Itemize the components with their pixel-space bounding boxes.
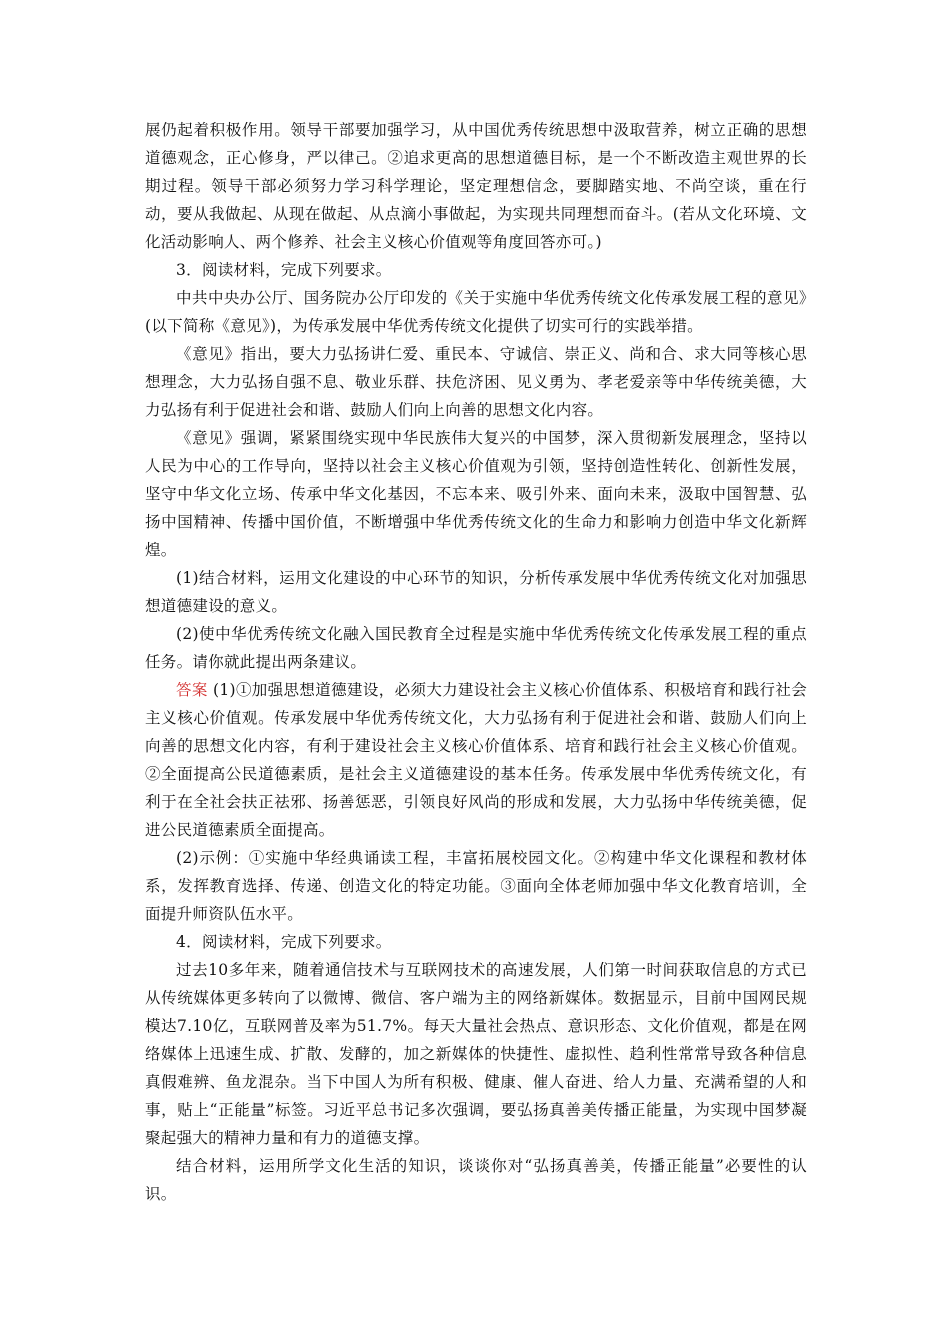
answer-paragraph-2: (2)示例：①实施中华经典诵读工程，丰富拓展校园文化。②构建中华文化课程和教材体系，发挥教育选择、传递、创造文化的特定功能。③面向全体老师加强中华文化教育培训，全面提升师资队伍水平。 [145,849,807,923]
sub-question-1: (1)结合材料，运用文化建设的中心环节的知识，分析传承发展中华优秀传统文化对加强思想道德建设的意义。 [145,569,807,615]
material-paragraph: 《意见》指出，要大力弘扬讲仁爱、重民本、守诚信、崇正义、尚和合、求大同等核心思想理念，大力弘扬自强不息、敬业乐群、扶危济困、见义勇为、孝老爱亲等中华传统美德，大力弘扬有利于促进社会和谐、鼓励人们向上向善的思想文化内容。 [145,345,807,419]
material-paragraph: 过去10多年来，随着通信技术与互联网技术的高速发展，人们第一时间获取信息的方式已从传统媒体更多转向了以微博、微信、客户端为主的网络新媒体。数据显示，目前中国网民规模达7.10亿，互联网普及率为51.7%。每天大量社会热点、意识形态、文化价值观，都是在网络媒体上迅速生成、扩散、发酵的，加之新媒体的快捷性、虚拟性、趋利性常常导致各种信息真假难辨、鱼龙混杂。当下中国人为所有积极、健康、催人奋进、给人力量、充满希望的人和事，贴上“正能量”标签。习近平总书记多次强调，要弘扬真善美传播正能量，为实现中国梦凝聚起强大的精神力量和有力的道德支撑。 [145,961,807,1147]
question-4-prompt: 结合材料，运用所学文化生活的知识，谈谈你对“弘扬真善美，传播正能量”必要性的认识。 [145,1157,807,1203]
material-paragraph: 中共中央办公厅、国务院办公厅印发的《关于实施中华优秀传统文化传承发展工程的意见》(以下简称《意见》)，为传承发展中华优秀传统文化提供了切实可行的实践举措。 [145,289,807,335]
question-3-heading: 3．阅读材料，完成下列要求。 [176,261,392,279]
sub-question-2: (2)使中华优秀传统文化融入国民教育全过程是实施中华优秀传统文化传承发展工程的重点任务。请你就此提出两条建议。 [145,625,807,671]
answer-label: 答案 [176,681,208,699]
material-paragraph: 《意见》强调，紧紧围绕实现中华民族伟大复兴的中国梦，深入贯彻新发展理念，坚持以人民为中心的工作导向，坚持以社会主义核心价值观为引领，坚持创造性转化、创新性发展，坚守中华文化立场、传承中华文化基因，不忘本来、吸引外来、面向未来，汲取中国智慧、弘扬中国精神、传播中国价值，不断增强中华优秀传统文化的生命力和影响力创造中华文化新辉煌。 [145,429,807,559]
answer-continuation-paragraph: 展仍起着积极作用。领导干部要加强学习，从中国优秀传统思想中汲取营养，树立正确的思想道德观念，正心修身，严以律己。②追求更高的思想道德目标，是一个不断改造主观世界的长期过程。领导干部必须努力学习科学理论，坚定理想信念，要脚踏实地、不尚空谈，重在行动，要从我做起、从现在做起、从点滴小事做起，为实现共同理想而奋斗。(若从文化环境、文化活动影响人、两个修养、社会主义核心价值观等角度回答亦可。) [145,121,807,251]
document-body [145,116,807,1208]
question-4-heading: 4．阅读材料，完成下列要求。 [176,933,392,951]
answer-paragraph [145,676,807,844]
answer-text: (1)①加强思想道德建设，必须大力建设社会主义核心价值体系、积极培育和践行社会主义核心价值观。传承发展中华优秀传统文化，大力弘扬有利于促进社会和谐、鼓励人们向上向善的思想文化内容，有利于建设社会主义核心价值体系、培育和践行社会主义核心价值观。②全面提高公民道德素质，是社会主义道德建设的基本任务。传承发展中华优秀传统文化，有利于在全社会扶正祛邪、扬善惩恶，引领良好风尚的形成和发展，大力弘扬中华传统美德，促进公民道德素质全面提高。 [145,681,807,839]
